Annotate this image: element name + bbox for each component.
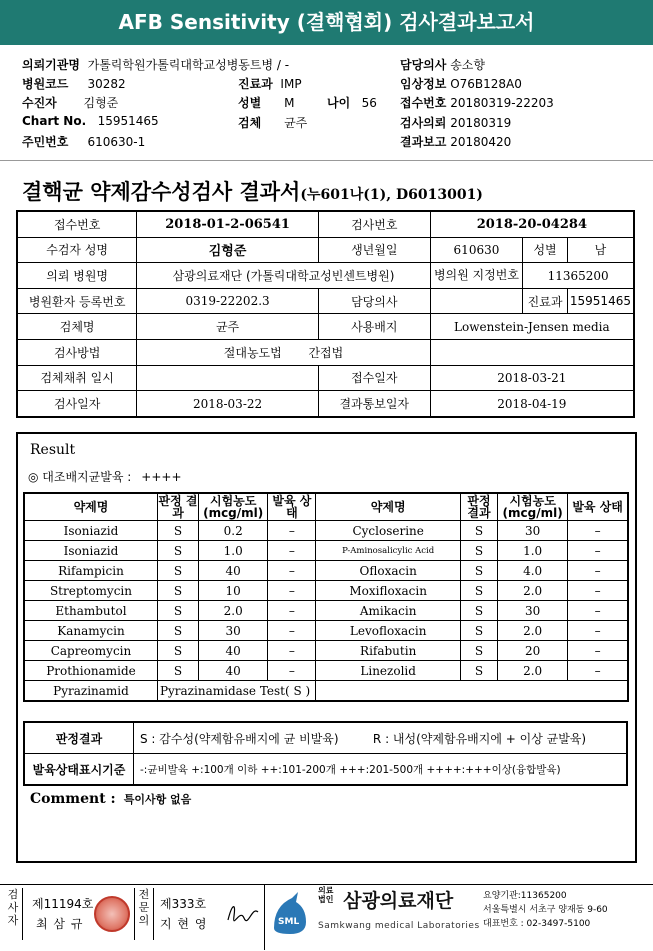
comment: Comment : 특이사항 없음 <box>30 791 192 807</box>
test-concentration: 40 <box>199 561 268 581</box>
drug-name: Amikacin <box>316 601 460 621</box>
test-concentration: 30 <box>498 521 568 541</box>
table-row <box>17 314 634 340</box>
test-concentration: 1.0 <box>498 541 568 561</box>
drug-name: Moxifloxacin <box>316 581 460 601</box>
header-growth: 발육 상태 <box>568 493 628 521</box>
test-concentration: 2.0 <box>498 621 568 641</box>
table-row <box>24 521 628 541</box>
drug-name: Levofloxacin <box>316 621 460 641</box>
specialist-vertical-label: 전문의 <box>134 888 154 940</box>
pza-drug: Pyrazinamid <box>24 681 157 702</box>
drug-table <box>23 492 629 702</box>
test-concentration: 20 <box>498 641 568 661</box>
legend-table <box>23 721 628 786</box>
test-no-value: 2018-20-04284 <box>430 211 634 237</box>
patient-name-label: 수검자 성명 <box>17 237 137 263</box>
header-growth: 발육 상태 <box>268 493 316 521</box>
request-row: 검사의뢰 20180319 <box>400 116 512 130</box>
hospital-name-label: 의뢰 병원명 <box>17 263 137 289</box>
growth-status: – <box>568 561 628 581</box>
growth-status: – <box>268 521 316 541</box>
medium-label: 사용배지 <box>318 314 430 340</box>
growth-status: – <box>268 561 316 581</box>
header-drug: 약제명 <box>24 493 157 521</box>
table-row <box>24 561 628 581</box>
table-row <box>17 211 634 237</box>
table-row <box>24 754 627 786</box>
header-divider <box>0 160 653 161</box>
specimen-label: 검체명 <box>17 314 137 340</box>
receipt-no-value: 2018-01-2-06541 <box>137 211 319 237</box>
birth-label: 생년월일 <box>318 237 430 263</box>
control-growth: ◎ 대조배지균발육 : ++++ <box>28 470 182 484</box>
receipt-row: 접수번호 20180319-22203 <box>400 96 554 110</box>
hospital-code-row: 병원코드 30282 <box>22 77 126 91</box>
examiner-name: 최 삼 규 <box>36 917 84 931</box>
method-value: 절대농도법 간접법 <box>137 340 430 366</box>
growth-legend-label: 발육상태표시기준 <box>24 754 134 786</box>
drug-name: Linezolid <box>316 661 460 681</box>
drug-name: Isoniazid <box>24 541 157 561</box>
examiner-license: 제11194호 <box>32 897 94 911</box>
growth-status: – <box>568 581 628 601</box>
table-row <box>24 493 628 521</box>
addr-line: 대표번호 : 02-3497-5100 <box>483 919 591 929</box>
designation-label: 병의원 지정번호 <box>430 263 523 289</box>
growth-status: – <box>568 661 628 681</box>
brand-en: Samkwang medical Laboratories <box>318 921 480 931</box>
test-concentration: 30 <box>199 621 268 641</box>
sex-value: 남 <box>567 237 634 263</box>
drug-name: Streptomycin <box>24 581 157 601</box>
collection-value <box>137 365 319 391</box>
signature-icon <box>222 898 262 928</box>
table-row <box>24 581 628 601</box>
received-date-label: 접수일자 <box>318 365 430 391</box>
growth-status: – <box>568 521 628 541</box>
header-conc: 시험농도 (mcg/ml) <box>199 493 268 521</box>
brand-small: 의료법인 <box>318 886 334 904</box>
patient-name-value: 김형준 <box>137 237 319 263</box>
doctor-value <box>430 288 523 314</box>
seal-icon <box>94 896 130 932</box>
report-banner: AFB Sensitivity (결핵협회) 검사결과보고서 <box>0 0 653 45</box>
address-block <box>483 889 608 931</box>
collection-label: 검체채취 일시 <box>17 365 137 391</box>
dept-row: 진료과 IMP <box>238 77 302 91</box>
rrn-row: 주민번호 610630-1 <box>22 135 146 149</box>
addr-line: 요양기관:11365200 <box>483 891 567 901</box>
judge-result: S <box>460 621 497 641</box>
table-row <box>17 263 634 289</box>
doctor-row: 담당의사 송소향 <box>400 58 485 72</box>
test-date-value: 2018-03-22 <box>137 391 319 417</box>
test-concentration: 2.0 <box>498 661 568 681</box>
specimen-value: 균주 <box>137 314 319 340</box>
growth-status: – <box>268 581 316 601</box>
drug-name: Kanamycin <box>24 621 157 641</box>
svg-text:SML: SML <box>278 917 300 927</box>
judge-result: S <box>460 541 497 561</box>
table-row <box>24 681 628 702</box>
table-row <box>24 621 628 641</box>
growth-status: – <box>568 621 628 641</box>
table-row <box>24 722 627 754</box>
judge-result: S <box>460 661 497 681</box>
test-concentration: 40 <box>199 641 268 661</box>
examiner-vertical-label: 검사자 <box>4 888 23 940</box>
table-row <box>24 661 628 681</box>
pza-test: Pyrazinamidase Test( S ) <box>157 681 316 702</box>
sml-logo-icon <box>270 888 310 938</box>
growth-status: – <box>568 601 628 621</box>
brand-name: 삼광의료재단 <box>343 890 454 912</box>
test-concentration: 4.0 <box>498 561 568 581</box>
judge-legend-label: 판정결과 <box>24 722 134 754</box>
growth-status: – <box>268 661 316 681</box>
judge-result: S <box>157 641 198 661</box>
dept-label: 진료과 <box>523 288 568 314</box>
judge-result: S <box>157 541 198 561</box>
table-row <box>17 391 634 417</box>
judge-result: S <box>157 561 198 581</box>
growth-legend-text: -:균비발육 +:100개 이하 ++:101-200개 +++:201-500개 ++++:+++이상(융합발육) <box>134 754 628 786</box>
test-concentration: 1.0 <box>199 541 268 561</box>
test-no-label: 검사번호 <box>318 211 430 237</box>
notify-date-label: 결과통보일자 <box>318 391 430 417</box>
test-concentration: 40 <box>199 661 268 681</box>
header-conc: 시험농도 (mcg/ml) <box>498 493 568 521</box>
birth-value: 610630 <box>430 237 523 263</box>
method-label: 검사방법 <box>17 340 137 366</box>
test-concentration: 0.2 <box>199 521 268 541</box>
hospital-name-value: 삼광의료재단 (가톨릭대학교성빈센트병원) <box>137 263 430 289</box>
result-title: Result <box>30 442 76 458</box>
chart-row: Chart No. 15951465 <box>22 114 159 128</box>
sex-label: 성별 <box>523 237 568 263</box>
judge-result: S <box>460 641 497 661</box>
judge-result: S <box>460 561 497 581</box>
specimen-row: 검체 균주 <box>238 116 308 130</box>
judge-result: S <box>460 521 497 541</box>
test-concentration: 30 <box>498 601 568 621</box>
institution-row: 의뢰기관명 가톨릭학원가톨릭대학교성병동트병 / - <box>22 58 290 72</box>
doctor-label: 담당의사 <box>318 288 430 314</box>
growth-status: – <box>268 541 316 561</box>
table-row <box>24 641 628 661</box>
receipt-no-label: 접수번호 <box>17 211 137 237</box>
growth-status: – <box>568 541 628 561</box>
dept-value: 15951465 <box>567 288 634 314</box>
method-extra <box>430 340 634 366</box>
judge-result: S <box>157 581 198 601</box>
drug-name: Rifampicin <box>24 561 157 581</box>
report-row: 결과보고 20180420 <box>400 135 512 149</box>
judge-result: S <box>460 581 497 601</box>
judge-result: S <box>157 621 198 641</box>
judge-legend-text: S : 감수성(약제함유배지에 균 비발육) R : 내성(약제함유배지에 + 이상 균발육) <box>134 722 628 754</box>
specialist-license: 제333호 <box>160 897 207 911</box>
drug-name: Cycloserine <box>316 521 460 541</box>
growth-status: – <box>268 621 316 641</box>
table-row <box>24 541 628 561</box>
clinical-row: 임상정보 O76B128A0 <box>400 77 522 91</box>
table-row <box>17 365 634 391</box>
drug-name: Capreomycin <box>24 641 157 661</box>
test-concentration: 2.0 <box>199 601 268 621</box>
brand <box>318 886 480 932</box>
header-drug: 약제명 <box>316 493 460 521</box>
table-row <box>24 601 628 621</box>
table-row <box>17 237 634 263</box>
age-row: 나이 56 <box>327 96 377 110</box>
table-row <box>17 288 634 314</box>
empty-cell <box>316 681 628 702</box>
drug-name: Rifabutin <box>316 641 460 661</box>
test-concentration: 2.0 <box>498 581 568 601</box>
growth-status: – <box>568 641 628 661</box>
judge-result: S <box>460 601 497 621</box>
table-row <box>17 340 634 366</box>
drug-name: P-Aminosalicylic Acid <box>316 541 460 561</box>
growth-status: – <box>268 601 316 621</box>
patient-row: 수진자 김형준 <box>22 96 119 110</box>
growth-status: – <box>268 641 316 661</box>
specialist-name: 지 현 영 <box>160 917 208 931</box>
patient-reg-value: 0319-22202.3 <box>137 288 319 314</box>
judge-result: S <box>157 601 198 621</box>
judge-result: S <box>157 661 198 681</box>
specimen-info-table <box>16 210 635 418</box>
designation-value: 11365200 <box>523 263 634 289</box>
notify-date-value: 2018-04-19 <box>430 391 634 417</box>
judge-result: S <box>157 521 198 541</box>
drug-name: Prothionamide <box>24 661 157 681</box>
header-judge: 판정 결과 <box>158 494 198 520</box>
addr-line: 서울특별시 서초구 양재동 9-60 <box>483 905 608 915</box>
medium-value: Lowenstein-Jensen media <box>430 314 634 340</box>
patient-reg-label: 병원환자 등록번호 <box>17 288 137 314</box>
drug-name: Isoniazid <box>24 521 157 541</box>
test-concentration: 10 <box>199 581 268 601</box>
document-title: 결핵균 약제감수성검사 결과서(누601나(1), D6013001) <box>22 179 483 204</box>
sex-row: 성별 M <box>238 96 295 110</box>
drug-name: Ofloxacin <box>316 561 460 581</box>
header-judge: 판정 결과 <box>460 493 497 521</box>
drug-name: Ethambutol <box>24 601 157 621</box>
received-date-value: 2018-03-21 <box>430 365 634 391</box>
test-date-label: 검사일자 <box>17 391 137 417</box>
footer-divider <box>264 884 265 950</box>
